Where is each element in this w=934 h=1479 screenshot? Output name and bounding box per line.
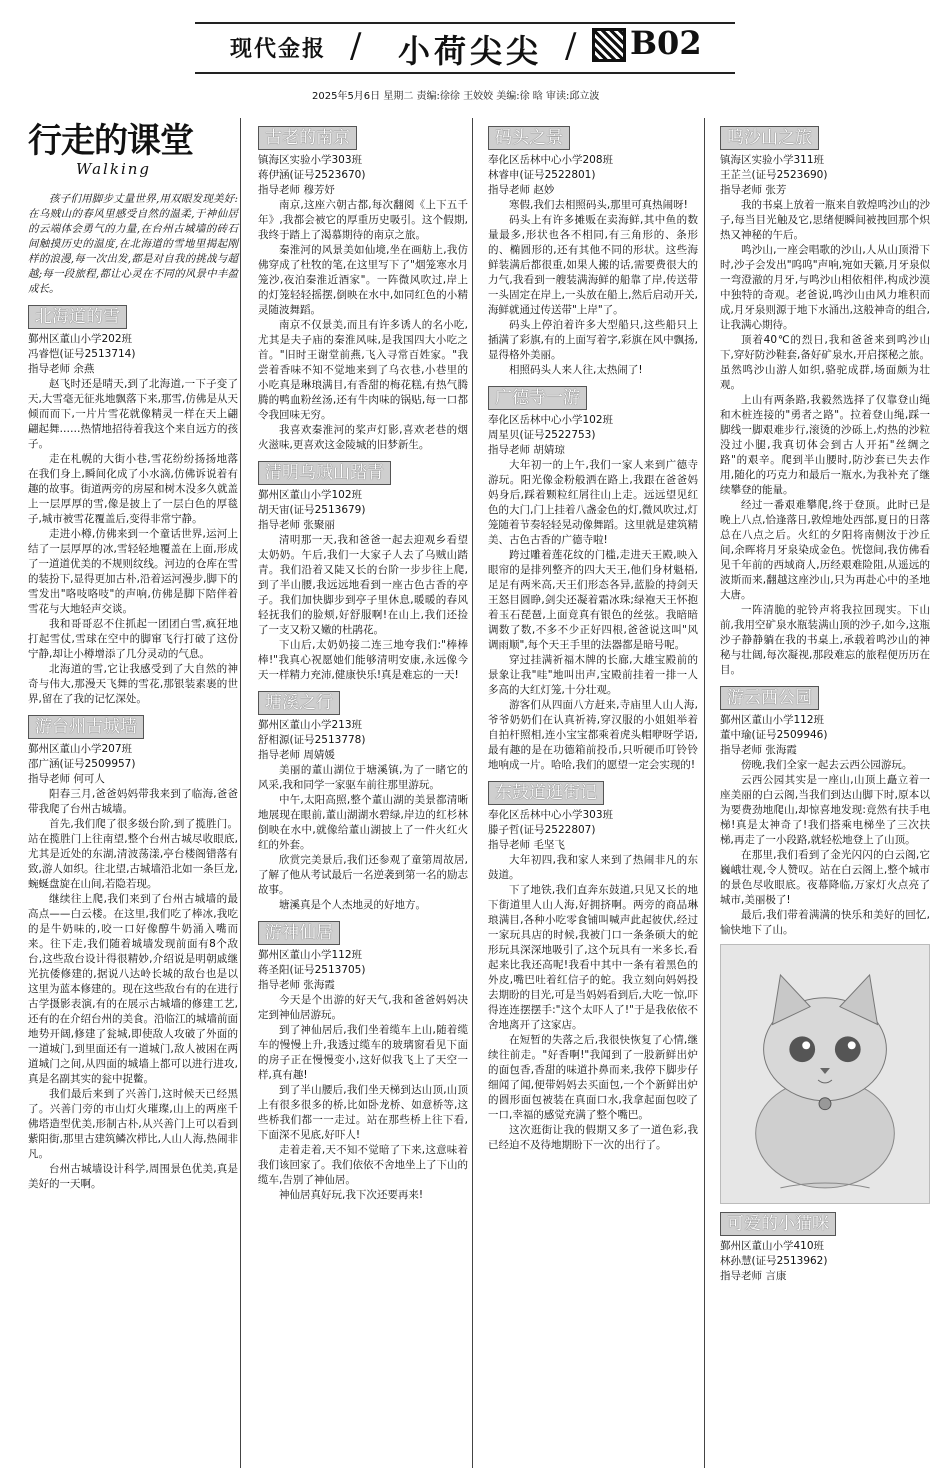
article-teacher: 指导老师 张芳 [720, 184, 787, 196]
article-paragraph: 今天是个出游的好天气,我和爸爸妈妈决定到神仙居游玩。 [258, 994, 468, 1021]
article-school: 奉化区岳林中心小学102班 [488, 414, 614, 426]
issue-meta: 2025年5月6日 星期二 责编:徐徐 王姣姣 美编:徐 晗 审读:邱立波 [312, 91, 600, 102]
page-header [0, 0, 934, 100]
article-paragraph: 下了地铁,我们直奔东鼓道,只见又长的地下街道里人山人海,好拥挤啊。两旁的商品琳琅满目,各种小吃零食铺叫喊声此起彼伏,经过一家玩具店的时候,我被门口一条条硕大的蛇形玩具深深地吸引了,这个玩具有一米多长,看起来比我还高呢!我看中其中一条有着黑色的外皮,嘴巴吐着红信子的蛇。我立刻向妈妈投去期盼的目光,可是当妈妈看到后,大吃一惊,吓得连连摆摆手:"这个太吓人了!"于是我依依不舍地离开了这家店。 [488, 884, 698, 1031]
article-teacher: 指导老师 何可人 [28, 773, 105, 785]
article-paragraph: 到了神仙居后,我们坐着缆车上山,随着缆车的慢慢上升,我透过缆车的玻璃窗看见下面的房子正在慢慢变小,这好似我飞上了天空一样,真有趣! [258, 1024, 468, 1081]
article-teacher: 指导老师 胡婧琼 [488, 444, 565, 456]
article-title: 古老的南京 [258, 126, 357, 150]
article-title: 游神仙居 [258, 921, 340, 945]
article-paragraph: 我的书桌上放着一瓶来自敦煌鸣沙山的沙子,每当目光触及它,思绪便瞬间被拽回那个炽热又神秘的午后。 [720, 199, 930, 241]
article-author: 蒋伊涵(证号2523670) [258, 169, 366, 181]
header-separator: / [350, 26, 362, 66]
cat-sketch [721, 945, 929, 1203]
article-paragraph: 北海道的雪,它让我感受到了大自然的神奇与伟大,那漫天飞舞的雪花,那银装素裹的世界,留在了我的记忆深处。 [28, 663, 238, 705]
article-paragraph: 经过一番艰难攀爬,终于登顶。此时已是晚上八点,恰逢落日,敦煌地处西部,夏日的日落总在八点之后。火红的夕阳将南侧汝于沙丘间,余晖将月牙泉染成金色。恍惚间,我仿佛看见千年前的西域商人,历经艰难险阻,从遥远的波斯而来,翻越这座沙山,只为再赴心中的圣地大唐。 [720, 499, 930, 601]
article-taizhou-wall [28, 707, 238, 1192]
article-kitten [720, 1204, 930, 1284]
article-school: 鄞州区董山小学202班 [28, 333, 133, 345]
article-paragraph: 清明那一天,我和爸爸一起去迎观乡看望太奶奶。午后,我们一大家子人去了乌贼山踏青。我们沿着又陡又长的台阶一步步往上爬,到了半山腰,我远远地看到一座古色古香的亭子。我们加快脚步到亭子里休息,暖暖的春风轻抚我们的脸颊,好舒服啊!在山上,我们还捡了一支又粉又嫩的杜鹃花。 [258, 534, 468, 636]
article-author: 王芷兰(证号2523690) [720, 169, 828, 181]
article-paragraph: 我喜欢秦淮河的桨声灯影,喜欢老巷的烟火滋味,更喜欢这金陵城的旧梦新生。 [258, 424, 468, 451]
article-school: 鄞州区董山小学102班 [258, 489, 363, 501]
column-1 [28, 118, 238, 1192]
article-author: 林孙慧(证号2513962) [720, 1255, 828, 1267]
article-title: 游云西公园 [720, 686, 819, 710]
article-paragraph: 神仙居真好玩,我下次还要再来! [279, 1189, 424, 1201]
article-paragraph: 下山后,太奶奶接二连三地夸我们:"棒棒棒!"我真心祝愿她们能够清明安康,永远像今天一样精力充沛,健康快乐!真是难忘的一天! [258, 639, 468, 681]
header-separator: / [565, 26, 577, 66]
article-teacher: 指导老师 周婧媛 [258, 749, 335, 761]
cat-drawing-image [720, 944, 930, 1204]
article-paragraph: 中午,太阳高照,整个董山湖的美景都清晰地展现在眼前,董山湖湖水碧绿,岸边的红杉林倒映在水中,就像给董山湖披上了一件火红火红的外套。 [258, 794, 468, 851]
article-teacher: 指导老师 张海霞 [258, 979, 335, 991]
article-paragraph: 南京,这座六朝古都,每次翻阅《上下五千年》,我都会被它的厚重历史吸引。这个假期,我终于踏上了渴慕期待的南京之旅。 [258, 199, 468, 241]
article-title: 广德寺一游 [488, 386, 587, 410]
article-paragraph: 一阵清脆的驼铃声将我拉回现实。下山前,我用空矿泉水瓶装满山顶的沙子,如今,这瓶沙子静静躺在我的书桌上,承载着鸣沙山的神秘与壮阔,每次凝视,那段难忘的旅程便历历在目。 [720, 604, 930, 676]
article-author: 周星贝(证号2522753) [488, 429, 596, 441]
article-paragraph: 继续往上爬,我们来到了台州古城墙的最高点——白云楼。在这里,我们吃了棒冰,我吃的是牛奶味的,咬一口好像醇牛奶涌入嘴而来。往下走,我们随着城墙发现前面有8个敌台,这些敌台设计得很精妙,介绍说是明朝戚继光抗倭修建的,据说八达岭长城的敌台也是以这里为蓝本修建的。现在这些敌台有的在进行古学摄影表演,有的在展示古城墙的修建工艺,还有的在介绍台州的美食。沿临江的城墙前面地势开阔,修建了瓮城,即使敌人攻破了外面的一道城门,到里面还有一道城门,敌人被困在两道城门之间,从四面的城墙上都可以进行进攻,真是名副其实的瓮中捉鳖。 [28, 893, 238, 1085]
section-title: 小荷尖尖 [398, 32, 543, 70]
article-paragraph: 我们最后来到了兴善门,这时候天已经黑了。兴善门旁的市山灯火璀璨,山上的两座千佛塔造型优美,形制古朴,从兴善门上可以看到紫阳街,那里古建筑鳞次栉比,人山人海,热闹非凡。 [28, 1088, 238, 1160]
article-paragraph: 大年初四,我和家人来到了热闹非凡的东鼓道。 [488, 854, 698, 881]
column-4 [720, 118, 930, 1284]
article-paragraph: 南京不仅景美,而且有许多诱人的名小吃,尤其是夫子庙的秦淮风味,是我国四大小吃之首。"旧时王谢堂前燕,飞入寻常百姓家。"我尝着香味不知不觉地来到了乌衣巷,小巷里的小吃真是琳琅满目,有香甜的梅花糕,有热气腾腾的鸭血粉丝汤,还有牛肉味的锅贴,每一口都令我回味无穷。 [258, 319, 468, 421]
newspaper-brand: 现代金报 [230, 36, 327, 62]
article-title: 东鼓道逛街记 [488, 781, 604, 805]
page-number: B02 [630, 24, 702, 62]
article-paragraph: 大年初一的上午,我们一家人来到广德寺游玩。阳光像金粉般洒在路上,我跟在爸爸妈妈身后,踩着颗粒红屑往山上走。远远望见红色的大门,门上挂着八盏金色的灯,微风吹过,灯笼随着节奏轻轻晃动像舞蹈。这里就是建筑精美、古色古香的广德寺啦! [488, 459, 698, 546]
article-mingshashan [720, 118, 930, 678]
article-paragraph: 顶着40℃的烈日,我和爸爸来到鸣沙山下,穿好防沙鞋套,备好矿泉水,开启探秘之旅。虽然鸣沙山游人如织,骆驼成群,场面颇为壮观。 [720, 334, 930, 391]
article-title: 码头之景 [488, 126, 570, 150]
article-paragraph: 走在札幌的大街小巷,雪花纷纷扬扬地落在我们身上,瞬间化成了小水滴,仿佛诉说着有趣的故事。街道两旁的房屋和树木没多久就盖上一层厚厚的雪,像是披上了一层白色的厚毯子,城市被雪花覆盖后,变得非常宁静。 [28, 453, 238, 525]
column-title: 行走的课堂 [28, 121, 193, 161]
article-author: 蒋圣阳(证号2513705) [258, 964, 366, 976]
article-donggudao [488, 773, 698, 1153]
article-paragraph: 我和哥哥忍不住抓起一团团白雪,疯狂地打起雪仗,雪球在空中的脚窜飞行打破了这份宁静,却让小樽增添了几分灵动的气息。 [28, 618, 238, 660]
article-wuzeishan [258, 453, 468, 683]
article-paragraph: 这次逛街让我的假期又多了一道色彩,我已经迫不及待地期盼下一次的出行了。 [488, 1124, 698, 1151]
article-title: 游台州古城墙 [28, 715, 144, 739]
article-author: 邵广涵(证号2509957) [28, 758, 136, 770]
article-paragraph: 云西公园其实是一座山,山顶上矗立着一座美丽的白云阁,当我们到达山脚下时,原本以为要费劲地爬山,却惊喜地发现:竟然有扶手电梯!真是太神奇了!我们搭乘电梯坐了三次扶梯,再走了一小段路,就轻松地登上了山顶。 [720, 774, 930, 846]
article-title: 鸣沙山之旅 [720, 126, 819, 150]
article-paragraph: 在短暂的失落之后,我很快恢复了心情,继续往前走。"好香啊!"我闻到了一股新鲜出炉的面包香,香甜的味道扑鼻而来,我停下脚步仔细闻了闻,便带妈妈去买面包,一个个新鲜出炉的圆形面包被装在真面口水,我拿起面包咬了一口,幸福的感觉充满了整个嘴巴。 [488, 1034, 698, 1121]
article-school: 鄞州区董山小学112班 [258, 949, 363, 961]
article-paragraph: 美丽的董山湖位于塘溪镇,为了一睹它的风采,我和同学一家驱车前往那里游玩。 [258, 764, 468, 791]
article-matou [488, 118, 698, 378]
article-paragraph: 码头上有许多摊贩在卖海鲜,其中鱼的数量最多,形状也各不相同,有三角形的、条形的、椭圆形的,还有其他不同的形状。这些海鲜装满后都很重,如果人搬的话,需要费很大的力气,我看到一艘装满海鲜的船靠了岸,传送带一头固定在岸上,一头放在船上,然后启动开关,海鲜就通过传送带"上岸"了。 [488, 214, 698, 316]
article-paragraph: 阳春三月,爸爸妈妈带我来到了临海,爸爸带我爬了台州古城墙。 [28, 788, 238, 815]
qr-code-icon [592, 28, 626, 62]
article-paragraph: 赵飞时还是晴天,到了北海道,一下子变了天,大雪毫无征兆地飘落下来,那雪,仿佛是从天倾而而下,一片片雪花就像精灵一样在天上翩翩起舞……热情地招待着我这个来自远方的孩子。 [28, 378, 238, 450]
article-teacher: 指导老师 毛坚飞 [488, 839, 565, 851]
article-paragraph: 码头上停泊着许多大型船只,这些船只上插满了彩旗,有的上面写着字,彩旗在风中飘扬,显得格外美丽。 [488, 319, 698, 361]
article-author: 滕子哲(证号2522807) [488, 824, 596, 836]
article-teacher: 指导老师 余燕 [28, 363, 95, 375]
article-school: 奉化区岳林中心小学303班 [488, 809, 614, 821]
article-tangxi [258, 683, 468, 913]
article-school: 镇海区实验小学303班 [258, 154, 363, 166]
article-paragraph: 跨过雕着莲花纹的门槛,走进天王殿,映入眼帘的是排列整齐的四大天王,他们身材魁梧,足足有两米高,天王们形态各异,蓝脸的持剑天王怒目圆睁,剑尖还凝着霜冰珠;绿袍天王怀抱着玉石琵琶,上面竟真有银色的丝弦。我暗暗调数了数,不多不少正好四根,爸爸说这叫"风调雨顺",每个天王手里的法器都是暗号呢。 [488, 549, 698, 651]
article-beihaidao [28, 297, 238, 707]
article-school: 鄞州区董山小学207班 [28, 743, 133, 755]
column-3 [488, 118, 698, 1153]
article-paragraph: 塘溪真是个人杰地灵的好地方。 [279, 899, 426, 911]
article-school: 鄞州区董山小学112班 [720, 714, 825, 726]
article-paragraph: 傍晚,我们全家一起去云西公园游玩。 [741, 759, 913, 771]
article-school: 奉化区岳林中心小学208班 [488, 154, 614, 166]
article-paragraph: 秦淮河的风景美如仙境,坐在画舫上,我仿佛穿成了杜牧的笔,在这里写下了"烟笼寒水月笼沙,夜泊秦淮近酒家"。一阵微风吹过,岸上的灯笼轻轻摇摆,倒映在水中,如同红色的小精灵随波舞蹈。 [258, 244, 468, 316]
article-teacher: 指导老师 穆芳妤 [258, 184, 335, 196]
column-rule [240, 118, 241, 1468]
article-paragraph: 相照码头人来人往,太热闹了! [509, 364, 643, 376]
article-author: 林睿申(证号2522801) [488, 169, 596, 181]
article-paragraph: 游客们从四面八方赶来,寺庙里人山人海,爷爷奶奶们在认真祈祷,穿汉服的小姐姐举着自拍杆照相,连小宝宝都乘着虎头帽咿呀学语,最有趣的是在功德箱前投币,只听硬币叮铃铃地响成一片。哈哈,我们的愿望一定会实现的! [488, 699, 698, 771]
article-paragraph: 欣赏完美景后,我们还参观了童第周故居,了解了他从考试最后一名逆袭到第一名的励志故事。 [258, 854, 468, 896]
header-bottom-rule [195, 72, 735, 74]
article-paragraph: 寒假,我们去相照码头,那里可真热闹呀! [509, 199, 688, 211]
article-title: 北海道的雪 [28, 305, 127, 329]
column-2 [258, 118, 468, 1203]
article-title: 清明乌贼山踏青 [258, 461, 391, 485]
article-school: 鄞州区董山小学213班 [258, 719, 363, 731]
article-author: 胡天宙(证号2513679) [258, 504, 366, 516]
column-subtitle: Walking [76, 160, 152, 178]
article-teacher: 指导老师 张海霞 [720, 744, 797, 756]
article-paragraph: 走进小樽,仿佛来到一个童话世界,运河上结了一层厚厚的冰,雪轻轻地覆盖在上面,形成了一道道优美的不规则纹线。河边的仓库在雪的装扮下,显得更加古朴,沿着运河漫步,脚下的雪发出"咯吱咯吱"的声响,仿佛是脚下陪伴着雪花与大地轻声交谈。 [28, 528, 238, 615]
article-paragraph: 鸣沙山,一座会唱歌的沙山,人从山顶滑下时,沙子会发出"呜呜"声响,宛如天籁,月牙泉似一弯澄澈的月牙,与鸣沙山相依相伴,构成沙漠中独特的奇观。老爸说,鸣沙山由风力堆积而成,月牙泉则源于地下水涌出,这般神奇的组合,让我满心期待。 [720, 244, 930, 331]
column-intro: 孩子们用脚步丈量世界,用双眼发现美好:在乌贼山的春风里感受自然的温柔,于神仙居的云端体会勇气的力量,在台州古城墙的砖石间触摸历史的温度,在北海道的雪地里揭起刚样的浪漫,每一次出发,都是对自我的挑战与超越;每一段旅程,都让心灵在不同的风景中丰盈成长。 [28, 193, 238, 295]
article-title: 塘溪之行 [258, 691, 340, 715]
article-paragraph: 到了半山腰后,我们坐天梯到达山顶,山顶上有很多很多的桥,比如卧龙桥、如意桥等,这些桥我们都一一走过。站在那些桥上往下看,下面深不见底,好吓人! [258, 1084, 468, 1141]
article-guangde-temple [488, 378, 698, 773]
article-school: 镇海区实验小学311班 [720, 154, 825, 166]
article-author: 舒相源(证号2513778) [258, 734, 366, 746]
article-paragraph: 走着走着,天不知不觉暗了下来,这意味着我们该回家了。我们依依不舍地坐上了下山的缆车,告别了神仙居。 [258, 1144, 468, 1186]
column-rule [704, 118, 705, 1468]
article-paragraph: 台州古城墙设计科学,周围景色优美,真是美好的一天啊。 [28, 1163, 238, 1190]
article-paragraph: 最后,我们带着满满的快乐和美好的回忆,愉快地下了山。 [720, 909, 930, 936]
article-school: 鄞州区董山小学410班 [720, 1240, 825, 1252]
article-nanjing [258, 118, 468, 453]
article-paragraph: 上山有两条路,我毅然选择了仅靠登山绳和木桩连接的"勇者之路"。拉着登山绳,踩一脚线一脚艰难步行,滚烫的沙砾上,灼热的沙粒没过小腿,我真切体会到古人开拓"丝绸之路"的艰辛。爬到半山腰时,防沙套已失去作用,随化的巧克力和最后一瓶水,为我补充了继续攀登的能量。 [720, 394, 930, 496]
article-teacher: 指导老师 赵妙 [488, 184, 555, 196]
article-author: 冯睿恺(证号2513714) [28, 348, 136, 360]
article-yunxi-park [720, 678, 930, 938]
article-paragraph: 首先,我们爬了很多级台阶,到了揽胜门。站在揽胜门上往南望,整个台州古城尽收眼底,尤其是近处的东湖,清波荡漾,亭台楼阁错落有致,游人如织。往北望,古城墙沿北如一条巨龙,蜿蜒盘旋在山间,若隐若现。 [28, 818, 238, 890]
article-shenxianju [258, 913, 468, 1203]
article-teacher: 指导老师 张聚丽 [258, 519, 335, 531]
article-paragraph: 穿过挂满祈福木牌的长廊,大雄宝殿前的景象让我"哇"地叫出声,宝殿前挂着一排一人多高的大红灯笼,十分壮观。 [488, 654, 698, 696]
article-paragraph: 在那里,我们看到了金光闪闪的白云阁,它巍峨壮观,令人赞叹。站在白云阁上,整个城市的景色尽收眼底。夜幕降临,万家灯火点亮了城市,美丽极了! [720, 849, 930, 906]
article-title: 可爱的小猫咪 [720, 1212, 836, 1236]
article-teacher: 指导老师 言康 [720, 1270, 787, 1282]
article-author: 董中瑜(证号2509946) [720, 729, 828, 741]
column-rule [472, 118, 473, 1468]
